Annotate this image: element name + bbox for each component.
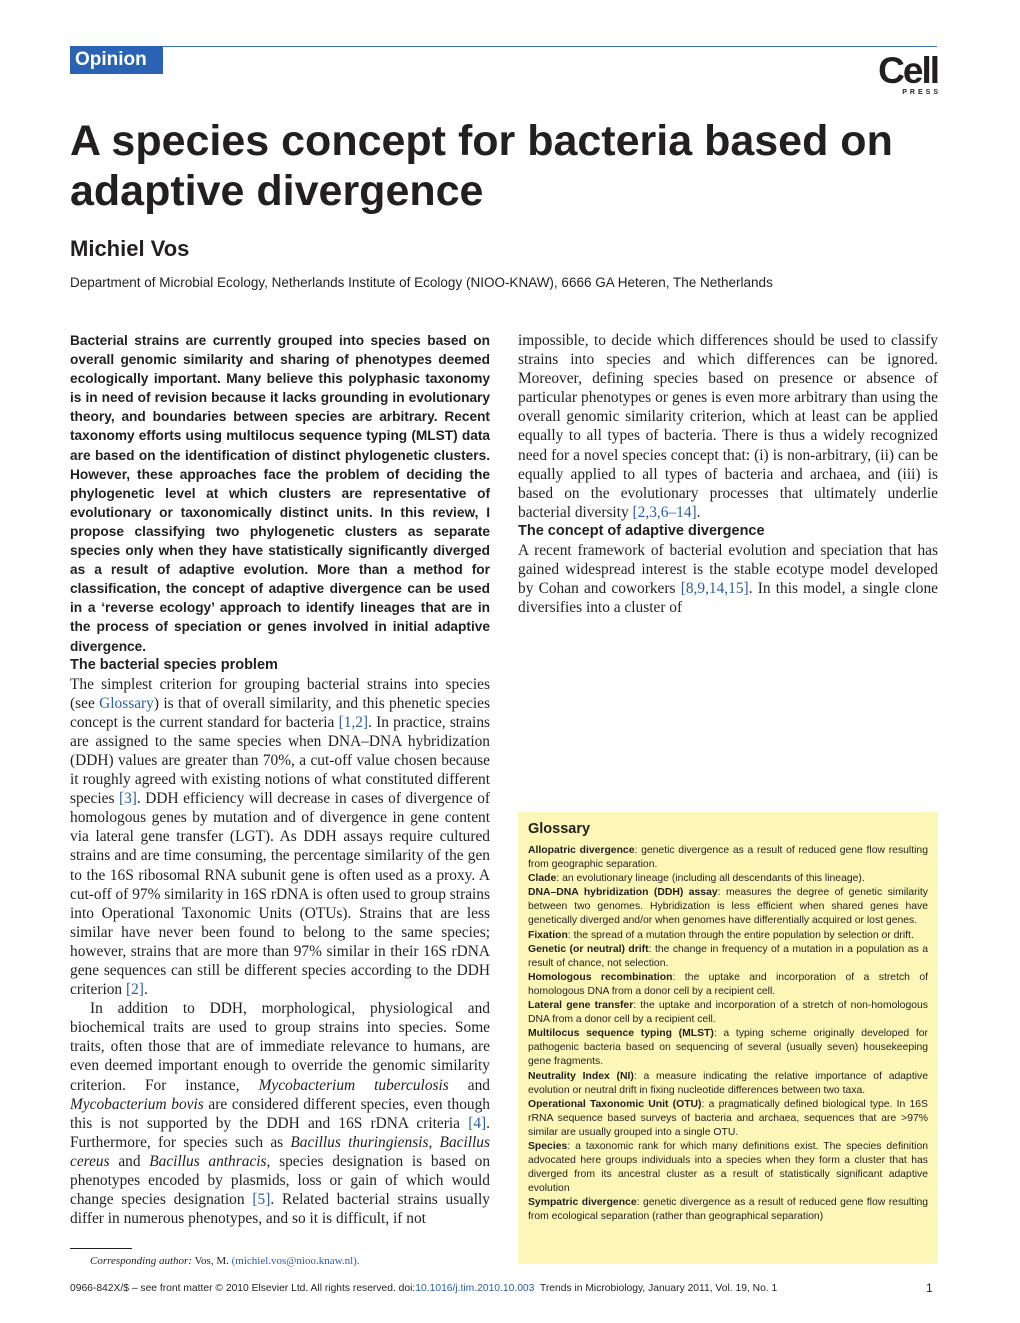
glossary-definition: : a pragmatically defined biological type. In 16S rRNA sequence based surveys of bacteria and archaea, sequences that are >97% similar are usually grouped into a single OTU. — [528, 1098, 928, 1138]
glossary-term: DNA–DNA hybridization (DDH) assay — [528, 887, 718, 899]
glossary-term: Multilocus sequence typing (MLST) — [528, 1028, 714, 1040]
glossary-entry — [528, 929, 928, 943]
text: . — [696, 503, 701, 521]
glossary-definition: : genetic divergence as a result of reduced gene flow resulting from ecological separation (rather than geographical separation) — [528, 1197, 928, 1223]
page-number: 1 — [926, 1281, 933, 1295]
glossary-entry — [528, 1070, 928, 1098]
glossary-entry — [528, 1098, 928, 1140]
abstract: Bacterial strains are currently grouped into species based on overall genomic similarity and sharing of phenotypes deemed ecologically important. Many believe this polyphasic taxonomy is in need of revision because it lacks grounding in evolutionary theory, and boundaries between species are arbitrary. Recent taxonomy efforts using multilocus sequence typing (MLST) data are based on the identification of distinct phylogenetic clusters. However, these approaches face the problem of deciding the phylogenetic level at which clusters are representative of evolutionary or taxonomically distinct units. In this review, I propose classifying two phylogenetic clusters as separate species only when they have statistically significantly diverged as a result of adaptive evolution. More than a method for classification, the concept of adaptive divergence can be used in a ‘reverse ecology’ approach to identify lineages that are in the process of speciation or genes involved in initial adaptive divergence. — [70, 333, 490, 654]
glossary-term: Neutrality Index (NI) — [528, 1070, 634, 1082]
cell-press-logo — [876, 50, 941, 97]
glossary-term: Species — [528, 1140, 568, 1152]
footnote — [90, 1255, 360, 1267]
glossary-heading: Glossary — [528, 821, 591, 837]
citation-link[interactable]: [2,3,6–14] — [632, 503, 697, 521]
section-heading: The concept of adaptive divergence — [518, 522, 765, 539]
text: and — [448, 1076, 490, 1094]
right-column — [518, 331, 938, 617]
article-title: A species concept for bacteria based on adaptive divergence — [70, 117, 893, 215]
glossary-definition: : measures the degree of genetic similarity between two genomes. Hybridization is less efficient when shared genes have genetically diverged and/or when genomes have differentially acquired or lost genes. — [528, 887, 928, 927]
text: , species designation is based on phenotypes encoded by plasmids, loss or gain of which would change species designation — [70, 1152, 491, 1209]
glossary-definition: : genetic divergence as a result of reduced gene flow resulting from geographic separation. — [528, 845, 928, 871]
glossary-link[interactable]: Glossary — [99, 694, 154, 712]
section-heading: The bacterial species problem — [70, 656, 278, 673]
text: . Related bacterial strains usually differ in numerous phenotypes, and so it is difficult, if not — [70, 1191, 490, 1228]
citation-link[interactable]: [1,2] — [338, 713, 369, 731]
section-badge: Opinion — [70, 46, 163, 74]
author-name: Michiel Vos — [70, 236, 190, 261]
species-name: Mycobacterium tuberculosis — [258, 1076, 449, 1094]
copyright-text: 0966-842X/$ – see front matter © 2010 Elsevier Ltd. All rights reserved. doi: — [70, 1283, 416, 1294]
glossary-definition: : an evolutionary lineage (including all descendants of this lineage). — [556, 873, 865, 885]
glossary-entry — [528, 886, 928, 928]
paragraph — [70, 999, 490, 1228]
text: . Furthermore, for species such as — [70, 1114, 490, 1151]
glossary-entry — [528, 872, 928, 886]
glossary-definition: : a typing scheme originally developed for pathogenic bacteria based on sequencing of several (usually seven) housekeeping gene fragments. — [528, 1028, 928, 1068]
text: , — [428, 1133, 440, 1151]
paragraph — [70, 675, 490, 1000]
footnote-name: Vos, M. — [191, 1255, 229, 1267]
glossary-term: Clade — [528, 873, 557, 885]
doi-link[interactable]: 10.1016/j.tim.2010.10.003 — [415, 1283, 535, 1294]
text: ) is that of overall similarity, and this phenetic species concept is the current standard for bacteria — [70, 694, 490, 731]
glossary-term: Genetic (or neutral) drift — [528, 943, 649, 955]
glossary-definition: : a measure indicating the relative importance of adaptive evolution or neutral drift in fixing nucleotide differences between two taxa. — [528, 1070, 928, 1096]
text: and — [109, 1152, 150, 1170]
email-link[interactable]: (michiel.vos@nioo.knaw.nl). — [231, 1255, 360, 1267]
page-footer — [70, 1283, 777, 1294]
glossary-definition: : a taxonomic rank for which many definitions exist. The species definition advocated here groups individuals into a species when they form a cluster that has diverged from its ancestral cluster as a result of statistically significant adaptive evolution — [528, 1140, 928, 1195]
glossary-term: Homologous recombination — [528, 971, 673, 983]
glossary-term: Fixation — [528, 929, 568, 941]
citation-link[interactable]: [4] — [468, 1114, 487, 1132]
citation-link[interactable]: [5] — [252, 1191, 271, 1209]
text: . DDH efficiency will decrease in cases of divergence of homologous genes by mutation and of divergence in gene content via lateral gene transfer (LGT). As DDH assays require cultured strains and are time consuming, the percentage similarity of the gen to the 16S ribosomal RNA subunit gene is often used as a proxy. A cut-off of 97% similarity in 16S rDNA is often used to group strains into Operational Taxonomic Units (OTUs). Strains that are less similar have never been found to belong to the same species; however, strains that are more than 97% similar in their 16S rDNA gene sequences can still be different species according to the DDH criterion — [70, 790, 491, 999]
glossary-definition: : the uptake and incorporation of a stretch of non-homologous DNA from a donor cell by a recipient cell. — [528, 1000, 928, 1026]
glossary-entry — [528, 844, 928, 872]
citation-link[interactable]: [2] — [125, 981, 144, 999]
glossary-entry — [528, 999, 928, 1027]
text: impossible, to decide which differences should be used to classify strains into species and which differences can be ignored. Moreover, defining species based on presence or absence of particular phenotypes or genes is even more arbitrary than using the overall genomic similarity criterion, which at least can be applied equally to all types of bacteria. There is thus a widely recognized need for a novel species concept that: (i) is non-arbitrary, (ii) can be equally applied to all types of bacteria and archaea, and (iii) is based on the evolutionary processes that ultimately underlie bacterial diversity — [518, 332, 938, 521]
species-name: Bacillus cereus — [70, 1133, 490, 1170]
glossary-definition: : the uptake and incorporation of a stretch of homologous DNA from a donor cell by a recipient cell. — [528, 971, 929, 997]
glossary-term: Operational Taxonomic Unit (OTU) — [528, 1098, 702, 1110]
paragraph — [518, 541, 938, 617]
glossary-term: Lateral gene transfer — [528, 1000, 634, 1012]
glossary-entry — [528, 943, 928, 971]
species-name: Bacillus thuringiensis — [290, 1133, 429, 1151]
header-rule — [70, 46, 937, 47]
citation-link[interactable]: [3] — [118, 790, 137, 808]
author-affiliation: Department of Microbial Ecology, Netherlands Institute of Ecology (NIOO-KNAW), 6666 GA Heteren, The Netherlands — [70, 275, 773, 290]
text: are considered different species, even though this is not supported by the DDH and 16S rDNA criteria — [70, 1095, 491, 1132]
glossary-term: Sympatric divergence — [528, 1197, 637, 1209]
text: The simplest criterion for grouping bacterial strains into species (see — [70, 675, 490, 712]
logo-text: Cell — [878, 50, 938, 91]
footnote-label: Corresponding author: — [90, 1255, 192, 1267]
left-column — [70, 331, 490, 1228]
glossary-entry — [528, 1140, 928, 1196]
footnote-rule — [70, 1248, 132, 1249]
text: In addition to DDH, morphological, physiological and biochemical traits are used to group strains into species. Some traits, often those that are of immediate relevance to humans, are even deemed important enough to override the genomic similarity criterion. For instance, — [70, 1000, 490, 1094]
glossary-definition: : the change in frequency of a mutation in a population as a result of chance, not selection. — [528, 943, 928, 969]
glossary-entry — [528, 971, 928, 999]
text: . In practice, strains are assigned to the same species when DNA–DNA hybridization (DDH) values are greater than 70%, a cut-off value chosen because it roughly agreed with existing notions of what constituted different species — [70, 713, 490, 808]
glossary-entry — [528, 1196, 928, 1224]
paragraph — [518, 331, 938, 522]
citation-link[interactable]: [8,9,14,15] — [680, 580, 749, 598]
glossary-box — [518, 812, 938, 1264]
journal-citation: Trends in Microbiology, January 2011, Vol. 19, No. 1 — [539, 1283, 778, 1294]
glossary-list — [528, 844, 928, 1225]
species-name: Bacillus anthracis — [149, 1152, 267, 1170]
glossary-entry — [528, 1027, 928, 1069]
text: A recent framework of bacterial evolution and speciation that has gained widespread interest is the stable ecotype model developed by Cohan and coworkers — [518, 541, 938, 598]
text: . — [143, 981, 148, 999]
logo-subtext: PRESS — [902, 89, 941, 96]
text: . In this model, a single clone diversifies into a cluster of — [518, 580, 939, 617]
glossary-definition: : the spread of a mutation through the entire population by selection or drift. — [567, 929, 914, 941]
glossary-term: Allopatric divergence — [528, 845, 635, 856]
species-name: Mycobacterium bovis — [70, 1095, 204, 1113]
